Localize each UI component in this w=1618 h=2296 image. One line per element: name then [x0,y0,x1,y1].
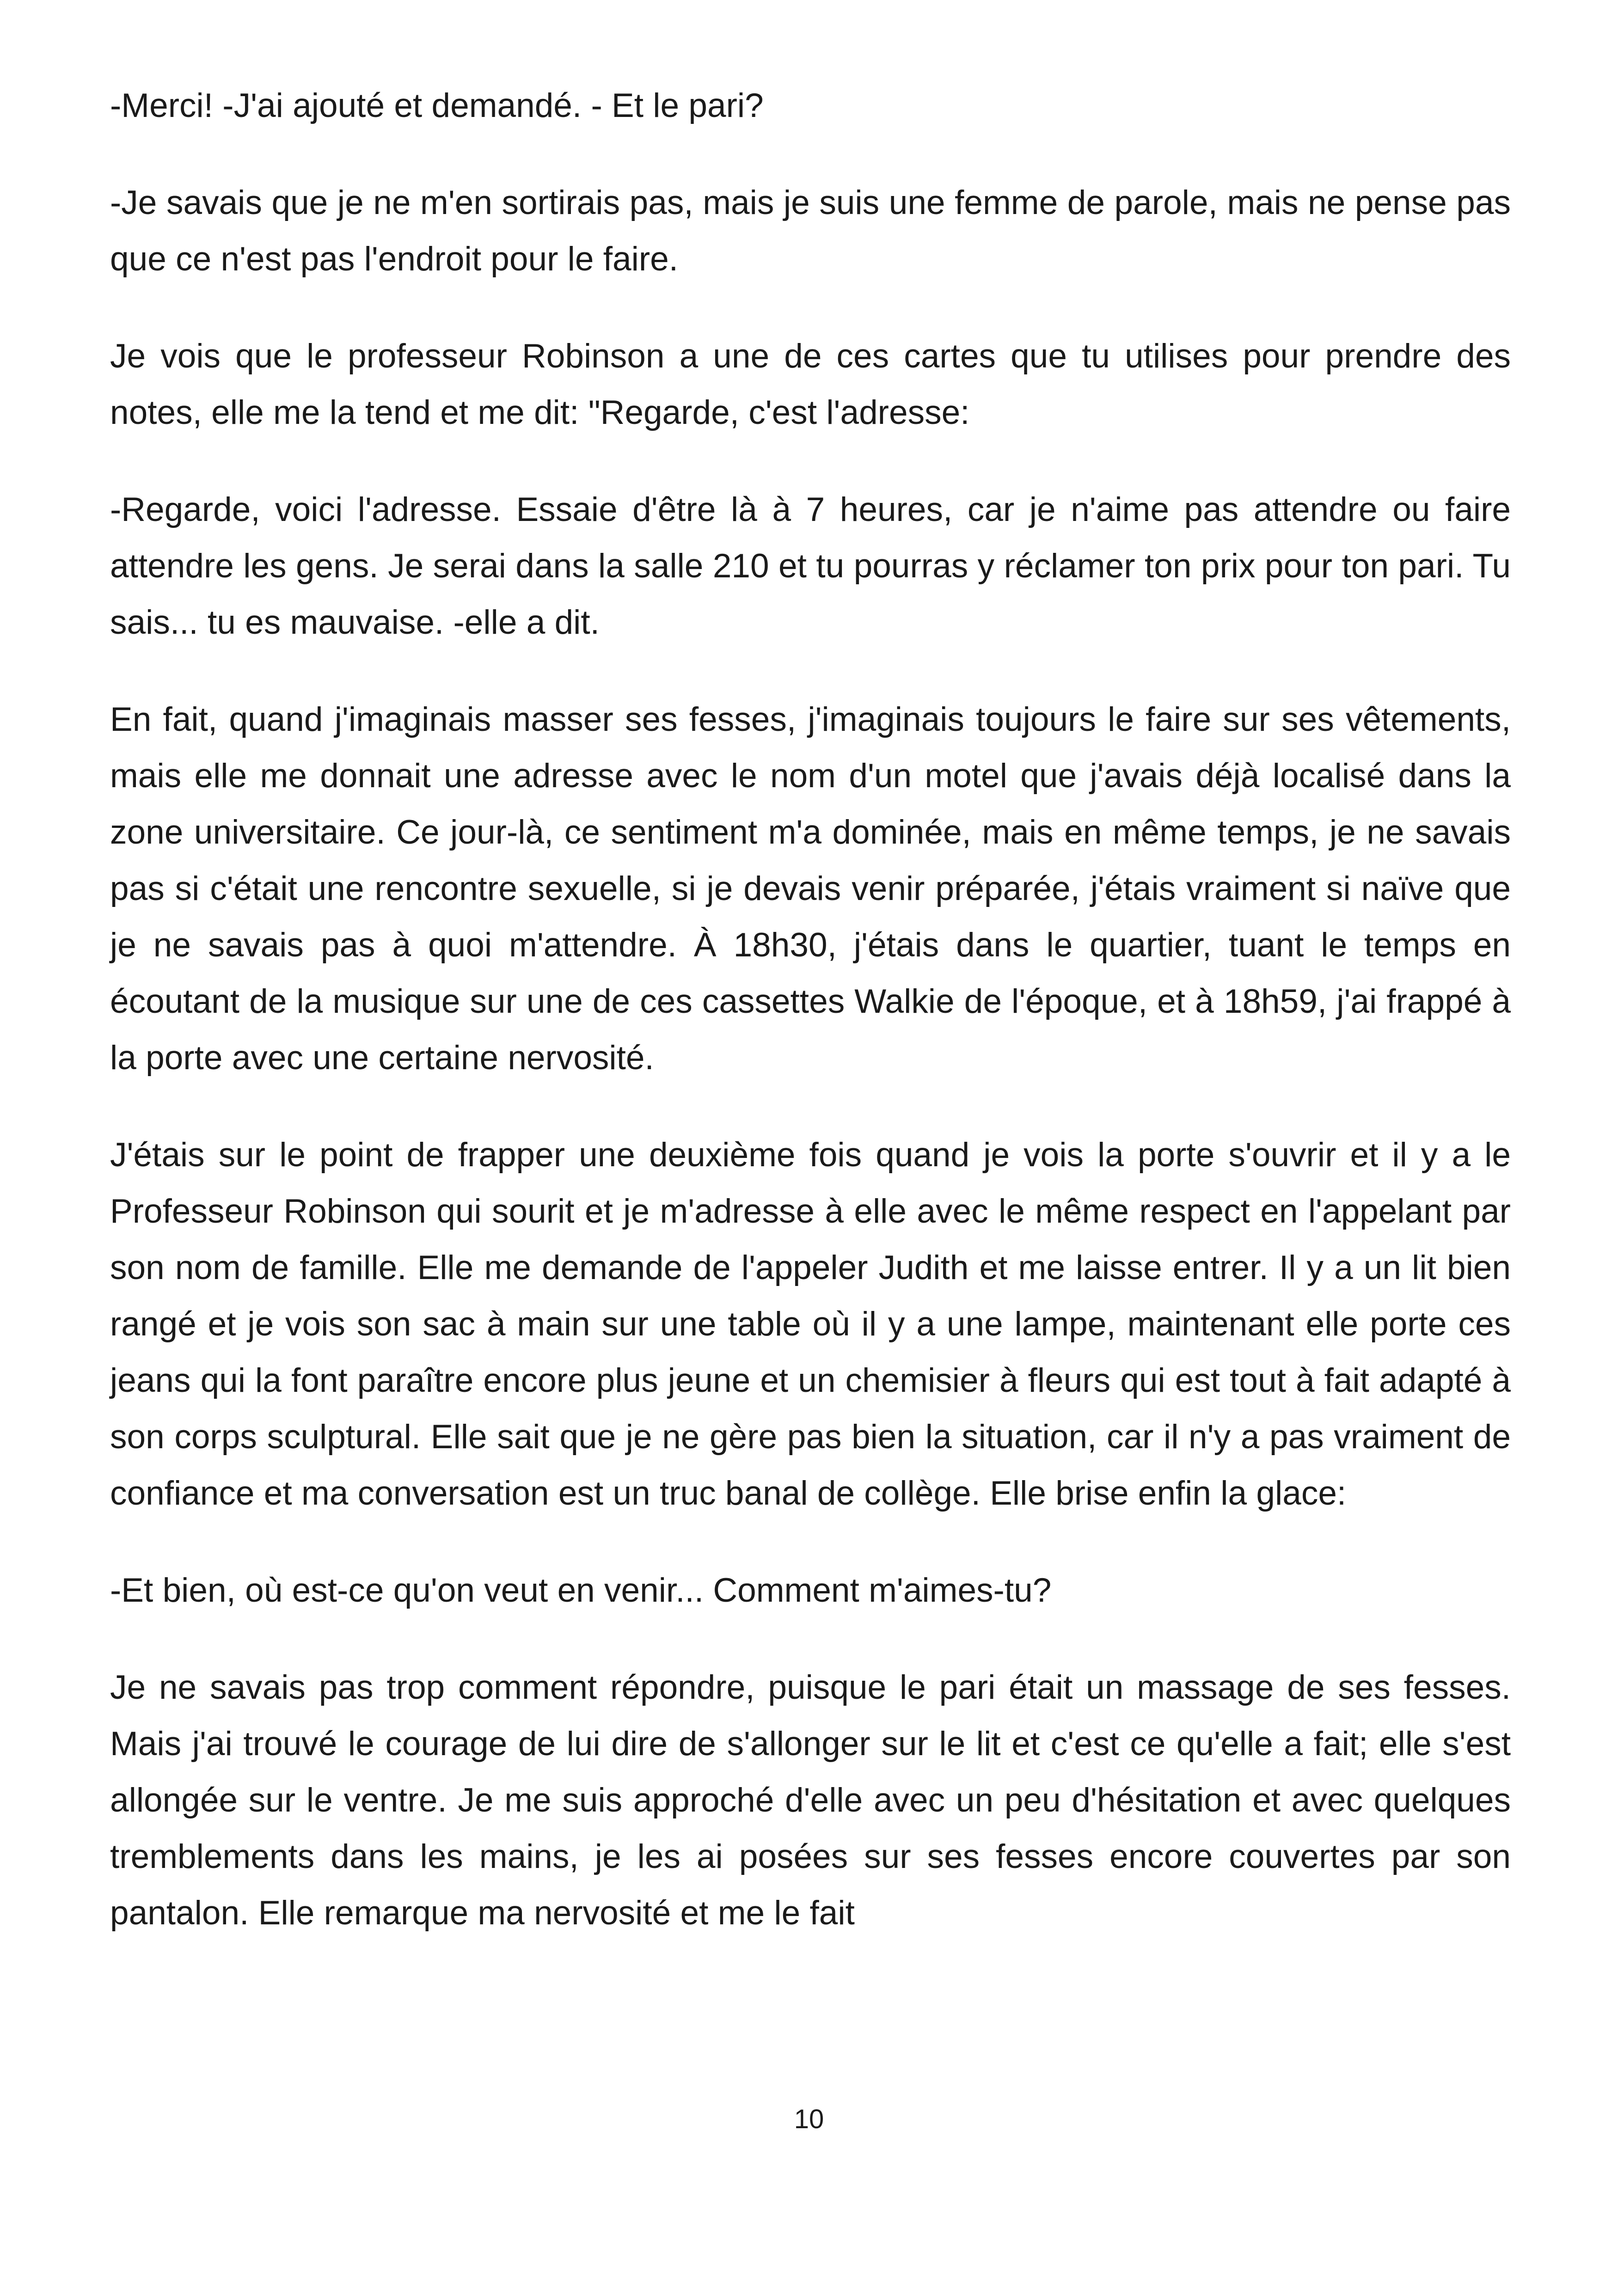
paragraph-8: Je ne savais pas trop comment répondre, puisque le pari était un massage de ses fesses. Mais j'ai trouvé le courage de lui dire de s'allonger sur le lit et c'est ce qu'elle a fait; elle s'est allongée sur le ventre. Je me suis approché d'elle avec un peu d'hésitation et avec quelques tremblements dans les mains, je les ai posées sur ses fesses encore couvertes par son pantalon. Elle remarque ma nervosité et me le fait [110,1669,1511,1932]
body-text [110,78,1511,1941]
paragraph-5: En fait, quand j'imaginais masser ses fesses, j'imaginais toujours le faire sur ses vêtements, mais elle me donnait une adresse avec le nom d'un motel que j'avais déjà localisé dans la zone universitaire. Ce jour-là, ce sentiment m'a dominée, mais en même temps, je ne savais pas si c'était une rencontre sexuelle, si je devais venir préparée, j'étais vraiment si naïve que je ne savais pas à quoi m'attendre. À 18h30, j'étais dans le quartier, tuant le temps en écoutant de la musique sur une de ces cassettes Walkie de l'époque, et à 18h59, j'ai frappé à la porte avec une certaine nervosité. [110,701,1511,1077]
page-number: 10 [794,2104,824,2134]
paragraph-7: -Et bien, où est-ce qu'on veut en venir... Comment m'aimes-tu? [110,1572,1052,1609]
paragraph-4: -Regarde, voici l'adresse. Essaie d'être là à 7 heures, car je n'aime pas attendre ou faire attendre les gens. Je serai dans la salle 210 et tu pourras y réclamer ton prix pour ton pari. Tu sais... tu es mauvaise. -elle a dit. [110,491,1511,641]
paragraph-1: -Merci! -J'ai ajouté et demandé. - Et le pari? [110,87,764,124]
paragraph-3: Je vois que le professeur Robinson a une de ces cartes que tu utilises pour prendre des notes, elle me la tend et me dit: "Regarde, c'est l'adresse: [110,337,1511,431]
paragraph-6: J'étais sur le point de frapper une deuxième fois quand je vois la porte s'ouvrir et il y a le Professeur Robinson qui sourit et je m'adresse à elle avec le même respect en l'appelant par son nom de famille. Elle me demande de l'appeler Judith et me laisse entrer. Il y a un lit bien rangé et je vois son sac à main sur une table où il y a une lampe, maintenant elle porte ces jeans qui la font paraître encore plus jeune et un chemisier à fleurs qui est tout à fait adapté à son corps sculptural. Elle sait que je ne gère pas bien la situation, car il n'y a pas vraiment de confiance et ma conversation est un truc banal de collège. Elle brise enfin la glace: [110,1136,1511,1512]
paragraph-2: -Je savais que je ne m'en sortirais pas, mais je suis une femme de parole, mais ne pense pas que ce n'est pas l'endroit pour le faire. [110,184,1511,278]
